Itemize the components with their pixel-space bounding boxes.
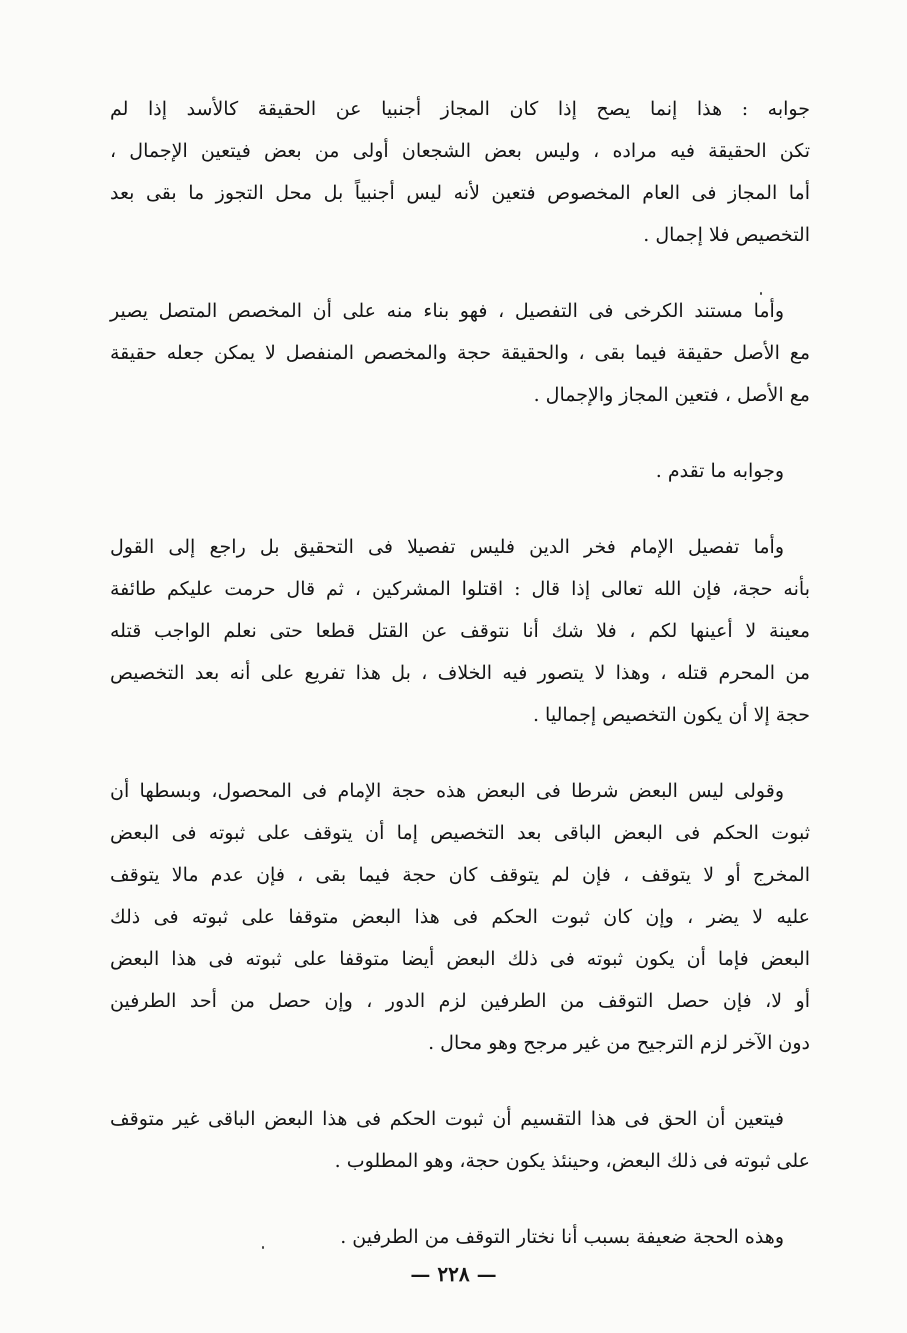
text-line: وجوابه ما تقدم . xyxy=(655,460,784,482)
text-line: مع الأصل حقيقة فيما بقى ، والحقيقة حجة والمخصص المنفصل لا يمكن جعله حقيقة xyxy=(110,342,810,364)
paragraph-answer-1 xyxy=(110,88,810,256)
text-line: أما المجاز فى العام المخصوص فتعين لأنه ليس أجنبياً بل محل التجوز ما بقى بعد xyxy=(110,182,810,204)
paragraph-answer-2 xyxy=(110,450,810,492)
text-line: معينة لا أعينها لكم ، فلا شك أنا نتوقف عن القتل قطعا حتى نعلم الواجب قتله xyxy=(110,620,810,642)
text-line: تكن الحقيقة فيه مراده ، وليس بعض الشجعان أولى من بعض فيتعين الإجمال ، xyxy=(110,140,810,162)
text-line: على ثبوته فى ذلك البعض، وحينئذ يكون حجة، وهو المطلوب . xyxy=(334,1150,810,1172)
text-line: وقولى ليس البعض شرطا فى البعض هذه حجة الإمام فى المحصول، وبسطها أن xyxy=(110,780,784,802)
text-line: وأما مستند الكرخى فى التفصيل ، فهو بناء منه على أن المخصص المتصل يصير xyxy=(110,300,784,322)
text-line: وأما تفصيل الإمام فخر الدين فليس تفصيلا فى التحقيق بل راجع إلى القول xyxy=(110,536,784,558)
text-line: البعض فإما أن يكون ثبوته فى ذلك البعض أيضا متوقفا على ثبوته فى هذا البعض xyxy=(110,948,810,970)
page-number: — ٢٢٨ — xyxy=(410,1262,497,1286)
paragraph-weakness xyxy=(110,1216,810,1258)
text-line: ثبوت الحكم فى البعض الباقى بعد التخصيص إما أن يتوقف على ثبوته فى البعض xyxy=(110,822,810,844)
text-line: دون الآخر لزم الترجيح من غير مرجح وهو محال . xyxy=(428,1032,810,1054)
text-line: من المحرم قتله ، وهذا لا يتصور فيه الخلاف ، بل هذا تفريع على أنه بعد التخصيص xyxy=(110,662,810,684)
paragraph-imam-fakhr xyxy=(110,526,810,736)
scan-speck xyxy=(760,292,762,295)
text-line: المخرج أو لا يتوقف ، فإن لم يتوقف كان حجة فيما بقى ، فإن عدم مالا يتوقف xyxy=(110,864,810,886)
paragraph-karkhi xyxy=(110,290,810,416)
text-line: حجة إلا أن يكون التخصيص إجماليا . xyxy=(532,704,810,726)
text-line: جوابه : هذا إنما يصح إذا كان المجاز أجنبيا عن الحقيقة كالأسد إذا لم xyxy=(110,98,810,120)
paragraph-mahsul xyxy=(110,770,810,1064)
text-line: فيتعين أن الحق فى هذا التقسيم أن ثبوت الحكم فى هذا البعض الباقى غير متوقف xyxy=(110,1108,784,1130)
text-line: مع الأصل ، فتعين المجاز والإجمال . xyxy=(533,384,810,406)
paragraph-conclusion xyxy=(110,1098,810,1182)
text-line: أو لا، فإن حصل التوقف من الطرفين لزم الدور ، وإن حصل من أحد الطرفين xyxy=(110,990,810,1012)
page-body xyxy=(110,88,810,1292)
text-line: بأنه حجة، فإن الله تعالى إذا قال : اقتلوا المشركين ، ثم قال حرمت عليكم طائفة xyxy=(110,578,810,600)
scan-speck xyxy=(262,1246,264,1249)
text-line: التخصيص فلا إجمال . xyxy=(643,224,810,246)
text-line: وهذه الحجة ضعيفة بسبب أنا نختار التوقف من الطرفين . xyxy=(340,1226,784,1248)
text-line: عليه لا يضر ، وإن كان ثبوت الحكم فى هذا البعض متوقفا على ثبوته فى ذلك xyxy=(110,906,810,928)
